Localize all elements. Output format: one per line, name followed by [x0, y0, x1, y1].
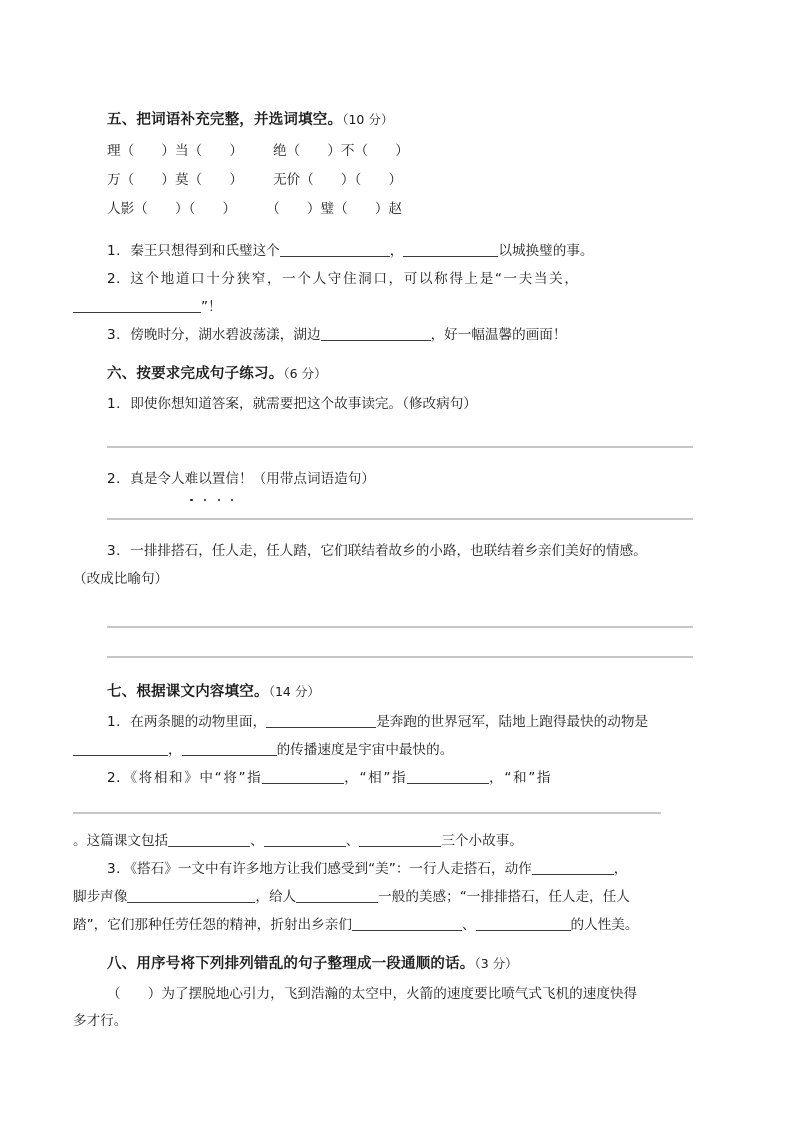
word-row-right: 无价（ ）（ ）: [272, 171, 403, 188]
page-content: [73, 110, 693, 1036]
item-text: ，: [168, 741, 182, 758]
item-text: ，给人: [255, 889, 297, 906]
item-text: 是奔跑的世界冠军，陆地上跑得最快的动物是: [376, 713, 649, 730]
section-seven-score: （14 分）: [268, 684, 320, 700]
item-text: ！（用带点词语造句）: [239, 471, 375, 488]
question-item: [73, 856, 693, 884]
answer-blank[interactable]: [407, 768, 489, 784]
item-text: ，好一幅温馨的画面！: [430, 326, 567, 343]
question-item-continuation: [73, 737, 693, 765]
item-text: 《将相和》中“将”指: [130, 769, 263, 786]
item-text: 多才行。: [73, 1013, 128, 1030]
section-heading-seven: [107, 682, 693, 704]
word-row: [73, 137, 693, 166]
emphasized-phrase-text: 难以置信: [184, 471, 239, 488]
question-item-continuation: [73, 912, 693, 940]
answer-blank[interactable]: [127, 887, 255, 903]
question-item: [73, 709, 693, 737]
question-item-continuation: [73, 294, 693, 322]
emphasized-phrase: [185, 466, 239, 494]
section-heading-eight: [107, 954, 693, 976]
question-item-continuation: [73, 1008, 693, 1036]
section-six-title: 六、按要求完成句子练习。: [107, 365, 284, 382]
answer-blank[interactable]: [403, 241, 498, 257]
word-row-left: 万（ ）莫（ ）: [107, 171, 243, 188]
item-number: 3．: [107, 861, 131, 878]
answer-blank[interactable]: [73, 740, 168, 756]
section-heading-five: [107, 110, 693, 132]
item-text: 为了摆脱地心引力，飞到浩瀚的太空中，火箭的速度要比喷气式飞机的速度快得: [161, 985, 638, 1002]
section-heading-six: [107, 364, 693, 386]
item-number: 3．: [107, 543, 131, 560]
item-text: 以城换璧的事。: [498, 243, 594, 260]
question-item-continuation: [73, 566, 693, 594]
word-row-left: 理（ ）当（ ）: [107, 142, 243, 159]
item-text: 这个地道口十分狭窄，一个人守住洞口，可以称得上是“一夫当关，: [130, 271, 580, 288]
item-text: （改成比喻句）: [73, 571, 169, 588]
section-seven-title: 七、根据课文内容填空。: [107, 684, 269, 701]
item-text: ，: [389, 243, 404, 260]
item-number: 2．: [107, 471, 131, 488]
answer-blank[interactable]: [532, 859, 614, 875]
item-number: 1．: [107, 395, 131, 412]
section-eight-score: （3 分）: [474, 955, 518, 971]
item-text: 傍晚时分，湖水碧波荡漾，湖边: [130, 326, 321, 343]
answer-blank[interactable]: [352, 915, 462, 931]
section-six-score: （6 分）: [283, 365, 327, 381]
word-row-right: （ ）璧（ ）赵: [266, 201, 403, 218]
section-five-title: 五、把词语补充完整，并选词填空。: [107, 112, 343, 128]
question-item: [73, 391, 693, 419]
item-number: 3．: [107, 326, 131, 343]
question-item: [73, 765, 693, 793]
item-text: 真是令人: [130, 471, 185, 488]
item-text: 、: [250, 833, 264, 850]
item-text: 三个小故事。: [441, 833, 523, 850]
answer-blank[interactable]: [168, 831, 250, 847]
answer-blank[interactable]: [264, 831, 346, 847]
item-text: 即使你想知道答案，就需要把这个故事读完。（修改病句）: [130, 395, 477, 412]
item-text: 的人性美。: [570, 916, 639, 933]
item-text: 《搭石》一文中有许多地方让我们感受到“美”：一行人走搭石，动作: [130, 861, 532, 878]
answer-blank[interactable]: [266, 712, 376, 728]
item-text: 踏”，它们那种任劳任怨的精神，折射出乡亲们: [73, 916, 352, 933]
item-text: ”！: [201, 299, 222, 316]
answer-blank[interactable]: [296, 887, 378, 903]
word-row-right: 绝（ ）不（ ）: [272, 142, 409, 159]
question-item-continuation: [73, 884, 693, 912]
question-item: [73, 466, 693, 494]
section-eight-title: 八、用序号将下列排列错乱的句子整理成一段通顺的话。: [107, 955, 475, 972]
question-item-continuation: [73, 828, 693, 856]
item-number: 2．: [107, 769, 131, 786]
answer-blank[interactable]: [476, 915, 571, 931]
item-number: 1．: [107, 243, 131, 260]
item-text: ，: [613, 861, 628, 878]
item-text: 、: [461, 916, 476, 933]
item-text: 一般的美感；“一排排搭石，任人走，任人: [378, 889, 630, 906]
word-row: [73, 195, 693, 224]
order-marker[interactable]: （ ）: [107, 985, 162, 1002]
answer-blank[interactable]: [262, 768, 344, 784]
question-item: [73, 538, 693, 566]
question-item: [73, 238, 693, 266]
word-row-left: 人影（ ）（ ）: [107, 201, 237, 218]
item-text: 的传播速度是宇宙中最快的。: [276, 741, 454, 758]
item-text: ，“相”指: [344, 769, 408, 786]
item-text: 在两条腿的动物里面，: [130, 713, 267, 730]
item-text: 、: [345, 833, 360, 850]
answer-blank[interactable]: [280, 241, 390, 257]
question-item: [73, 266, 693, 294]
word-row: [73, 166, 693, 195]
item-number: 2．: [107, 271, 131, 288]
question-item: [73, 322, 693, 350]
item-text: 一排排搭石，任人走，任人踏，它们联结着故乡的小路，也联结着乡亲们美好的情感。: [130, 543, 647, 560]
question-item: [73, 981, 693, 1009]
answer-blank[interactable]: [73, 297, 201, 313]
answer-blank[interactable]: [359, 831, 441, 847]
item-text: 。这篇课文包括: [73, 833, 169, 850]
item-number: 1．: [107, 713, 131, 730]
section-five-score: （10 分）: [342, 112, 394, 127]
answer-blank[interactable]: [321, 325, 431, 341]
answer-blank[interactable]: [182, 740, 277, 756]
item-text: 脚步声像: [73, 889, 128, 906]
item-text: ，“和”指: [489, 769, 553, 786]
item-text: 秦王只想得到和氏璧这个: [130, 243, 280, 260]
